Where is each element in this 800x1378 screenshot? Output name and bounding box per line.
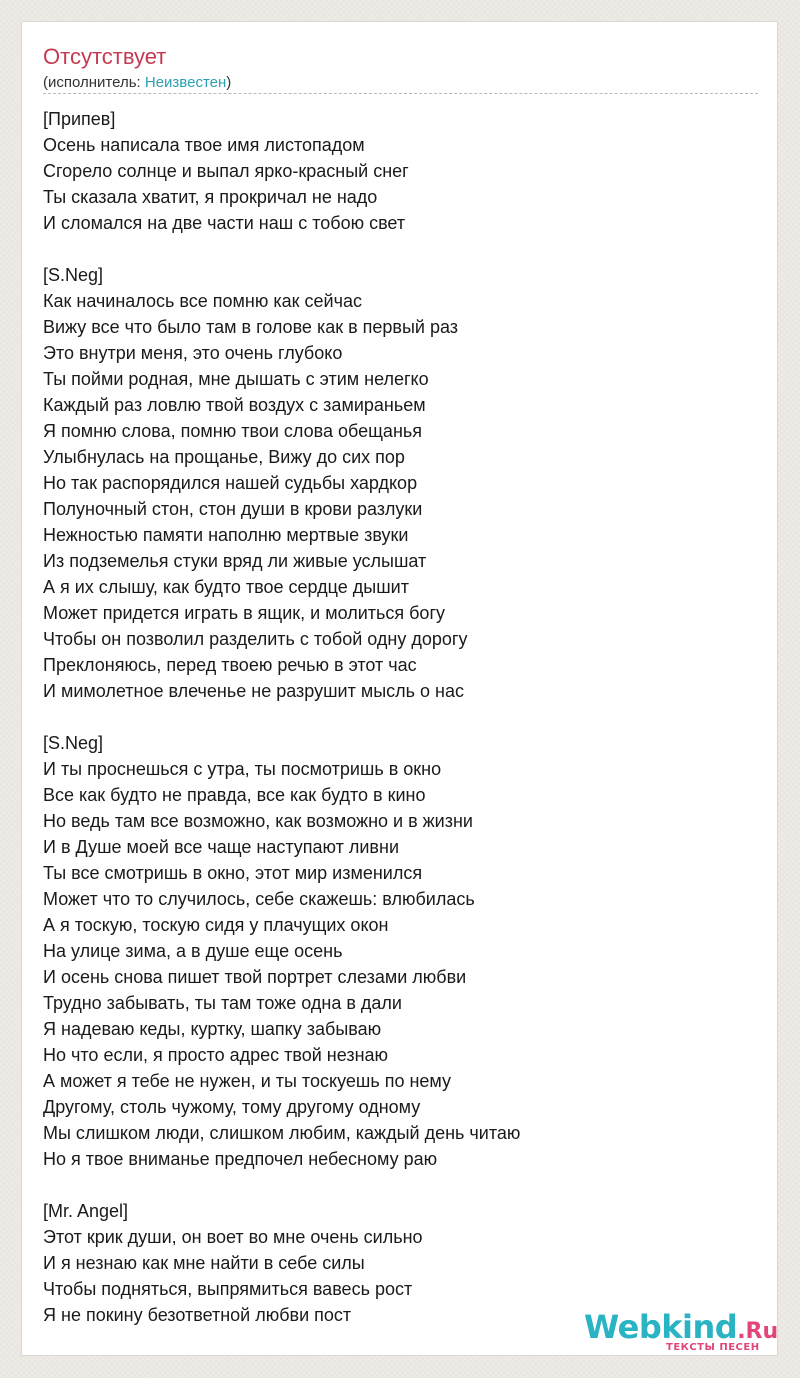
lyric-line: Другому, столь чужому, тому другому одному: [43, 1097, 421, 1117]
artist-link[interactable]: Неизвестен: [144, 74, 227, 91]
lyric-line: Может что то случилось, себе скажешь: влюбилась: [43, 889, 475, 909]
lyric-line: Сгорело солнце и выпал ярко-красный снег: [43, 161, 409, 181]
lyric-line: Чтобы он позволил разделить с тобой одну дорогу: [43, 629, 468, 649]
lyric-line: А может я тебе не нужен, и ты тоскуешь по нему: [43, 1071, 451, 1091]
lyric-line: Мы слишком люди, слишком любим, каждый день читаю: [43, 1123, 521, 1143]
lyric-line: Но что если, я просто адрес твой незнаю: [43, 1045, 389, 1065]
lyric-line: Полуночный стон, стон души в крови разлуки: [43, 499, 423, 519]
lyric-line: На улице зима, а в душе еще осень: [43, 941, 343, 961]
lyric-line: Из подземелья стуки вряд ли живые услышат: [43, 551, 427, 571]
lyric-line: Ты сказала хватит, я прокричал не надо: [43, 187, 378, 207]
lyric-line: Улыбнулась на прощанье, Вижу до сих пор: [43, 447, 405, 467]
lyric-line: Нежностью памяти наполню мертвые звуки: [43, 525, 409, 545]
lyric-line: Это внутри меня, это очень глубоко: [43, 343, 343, 363]
lyrics-card: [21, 21, 778, 1356]
lyric-line: И сломался на две части наш с тобою свет: [43, 213, 406, 233]
lyric-line: Но я твое вниманье предпочел небесному раю: [43, 1149, 438, 1169]
title-divider: [43, 93, 758, 94]
lyric-line: Чтобы подняться, выпрямиться вавесь рост: [43, 1279, 413, 1299]
lyric-line: Но ведь там все возможно, как возможно и в жизни: [43, 811, 473, 831]
artist-line: [43, 73, 231, 93]
lyric-line: Осень написала твое имя листопадом: [43, 135, 365, 155]
lyric-line: Я помню слова, помню твои слова обещанья: [43, 421, 423, 441]
section-label: [Mr. Angel]: [43, 1201, 129, 1221]
lyric-line: Каждый раз ловлю твой воздух с замираньем: [43, 395, 426, 415]
lyric-line: И мимолетное влеченье не разрушит мысль о нас: [43, 681, 464, 701]
lyric-line: И я незнаю как мне найти в себе силы: [43, 1253, 365, 1273]
lyrics-text: [43, 106, 758, 1354]
section-label: [S.Neg]: [43, 265, 104, 285]
lyric-line: Ты все смотришь в окно, этот мир изменился: [43, 863, 423, 883]
artist-prefix: (исполнитель:: [43, 74, 145, 91]
lyric-line: Но так распорядился нашей судьбы хардкор: [43, 473, 418, 493]
lyric-line: Ты пойми родная, мне дышать с этим нелегко: [43, 369, 429, 389]
lyric-line: Я надеваю кеды, куртку, шапку забываю: [43, 1019, 382, 1039]
lyric-line: И ты проснешься с утра, ты посмотришь в окно: [43, 759, 442, 779]
lyric-line: Преклоняюсь, перед твоею речью в этот час: [43, 655, 417, 675]
site-logo[interactable]: [584, 1308, 779, 1358]
artist-suffix: ): [226, 74, 232, 91]
lyrics-stanza: [43, 262, 758, 704]
section-label: [Припев]: [43, 109, 116, 129]
lyrics-stanza: [43, 730, 758, 1172]
logo-tld-text: .Ru: [737, 1319, 779, 1344]
song-title: Отсутствует: [43, 44, 167, 69]
logo-tagline: ТЕКСТЫ ПЕСЕН: [666, 1342, 760, 1353]
lyric-line: Трудно забывать, ты там тоже одна в дали: [43, 993, 402, 1013]
lyric-line: Этот крик души, он воет во мне очень сильно: [43, 1227, 423, 1247]
lyric-line: Я не покину безответной любви пост: [43, 1305, 352, 1325]
lyrics-stanza: [43, 106, 758, 236]
lyric-line: Как начиналось все помню как сейчас: [43, 291, 362, 311]
lyric-line: Вижу все что было там в голове как в первый раз: [43, 317, 459, 337]
lyric-line: И осень снова пишет твой портрет слезами любви: [43, 967, 467, 987]
logo-main-text: Webkind: [584, 1308, 738, 1346]
lyric-line: А я тоскую, тоскую сидя у плачущих окон: [43, 915, 389, 935]
lyric-line: И в Душе моей все чаще наступают ливни: [43, 837, 399, 857]
lyric-line: А я их слышу, как будто твое сердце дышит: [43, 577, 409, 597]
section-label: [S.Neg]: [43, 733, 104, 753]
lyric-line: Все как будто не правда, все как будто в кино: [43, 785, 426, 805]
lyric-line: Может придется играть в ящик, и молиться богу: [43, 603, 446, 623]
